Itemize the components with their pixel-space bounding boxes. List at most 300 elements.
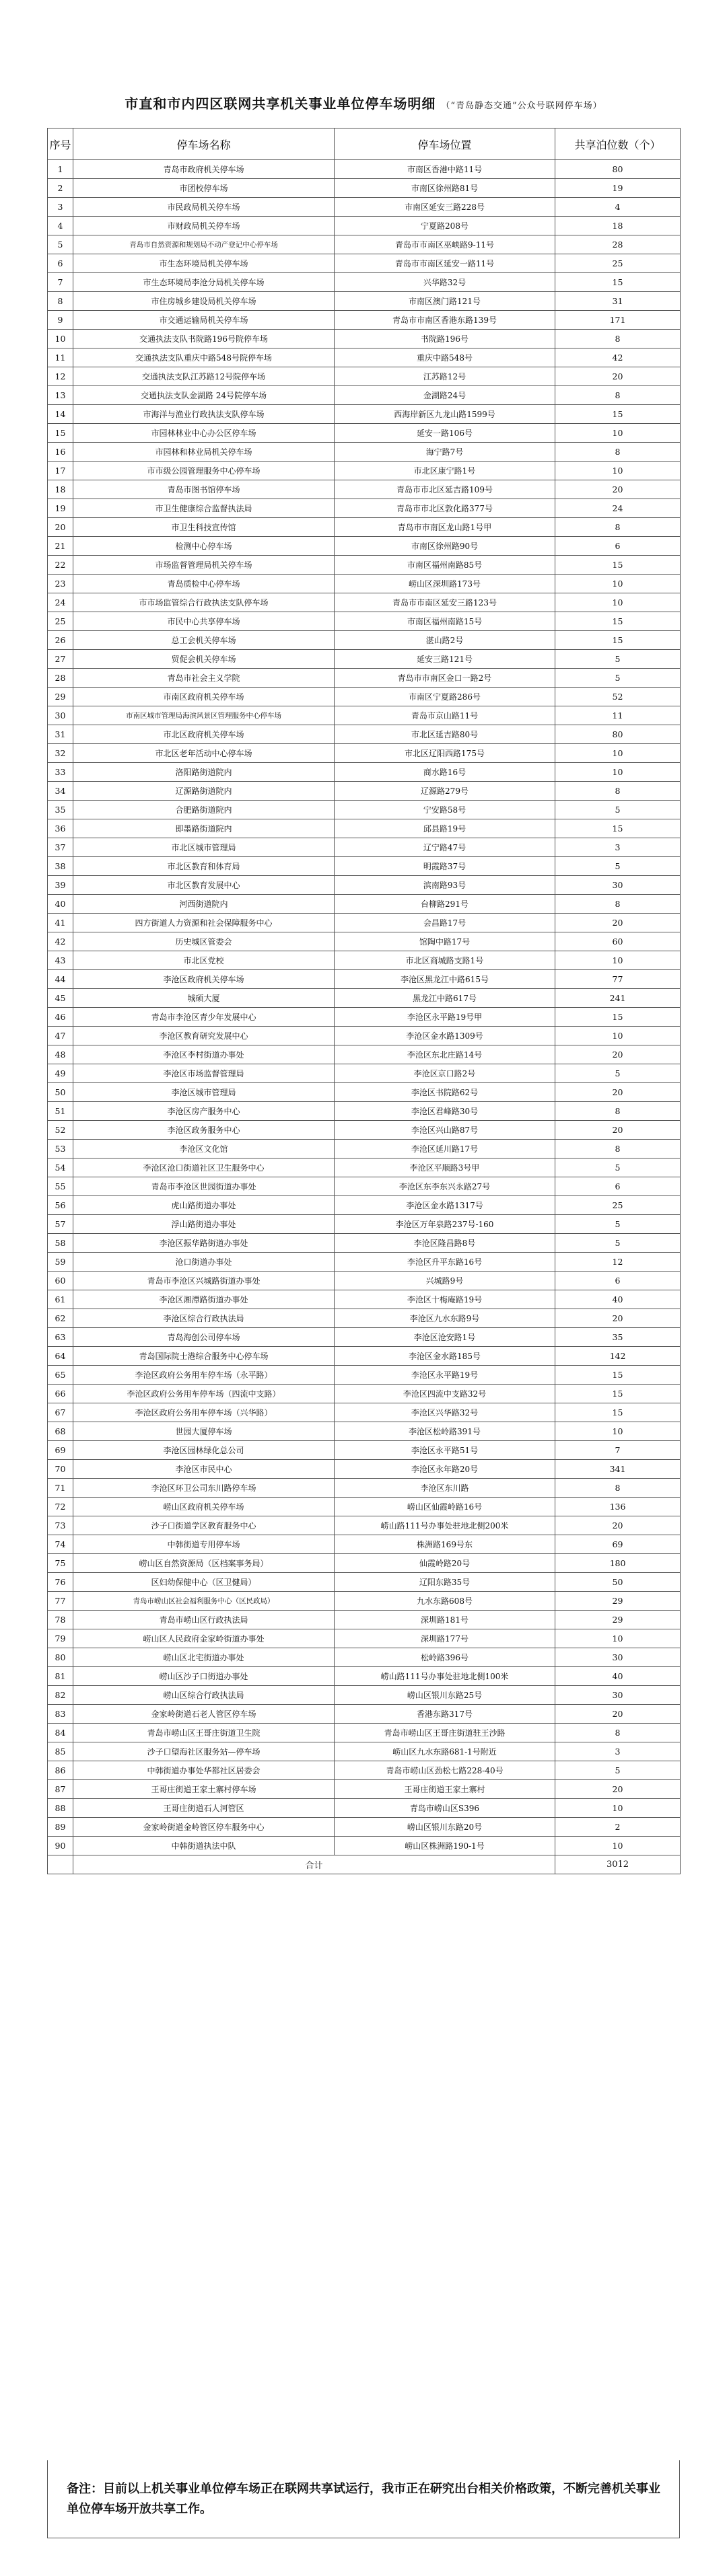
table-row	[48, 1837, 681, 1855]
row-index: 27	[48, 650, 73, 669]
row-location: 辽宁路47号	[335, 838, 555, 857]
row-index: 72	[48, 1498, 73, 1516]
table-row	[48, 1460, 681, 1479]
row-index: 52	[48, 1121, 73, 1140]
row-name: 崂山区综合行政执法局	[73, 1686, 335, 1705]
row-location: 市南区徐州路81号	[335, 179, 555, 198]
row-location: 仙霞岭路20号	[335, 1554, 555, 1573]
row-name: 李沧区城市管理局	[73, 1083, 335, 1102]
row-name: 崂山区沙子口街道办事处	[73, 1667, 335, 1686]
row-index: 15	[48, 424, 73, 443]
row-location: 青岛市市南区延安三路123号	[335, 593, 555, 612]
row-location: 商水路16号	[335, 763, 555, 782]
row-index: 56	[48, 1196, 73, 1215]
row-spaces: 20	[555, 367, 681, 386]
table-row	[48, 688, 681, 706]
row-index: 63	[48, 1328, 73, 1347]
row-name: 总工会机关停车场	[73, 631, 335, 650]
row-spaces: 6	[555, 1177, 681, 1196]
row-spaces: 7	[555, 1441, 681, 1460]
row-name: 李沧区房产服务中心	[73, 1102, 335, 1121]
row-index: 68	[48, 1422, 73, 1441]
row-name: 市民政局机关停车场	[73, 198, 335, 217]
row-location: 延安一路106号	[335, 424, 555, 443]
row-index: 32	[48, 744, 73, 763]
row-index: 19	[48, 499, 73, 518]
row-name: 李沧区沧口街道社区卫生服务中心	[73, 1158, 335, 1177]
row-location: 李沧区金水路1317号	[335, 1196, 555, 1215]
row-index: 90	[48, 1837, 73, 1855]
row-location: 李沧区东李东兴永路27号	[335, 1177, 555, 1196]
row-index: 78	[48, 1611, 73, 1629]
row-name: 李沧区综合行政执法局	[73, 1309, 335, 1328]
row-index: 84	[48, 1724, 73, 1742]
row-index: 24	[48, 593, 73, 612]
row-spaces: 5	[555, 1158, 681, 1177]
row-index: 45	[48, 989, 73, 1008]
row-index: 54	[48, 1158, 73, 1177]
row-name: 李沧区湘潭路街道办事处	[73, 1290, 335, 1309]
row-name: 崂山区自然资源局（区档案事务局）	[73, 1554, 335, 1573]
row-index: 43	[48, 951, 73, 970]
row-name: 李沧区李村街道办事处	[73, 1045, 335, 1064]
row-spaces: 15	[555, 631, 681, 650]
row-index: 55	[48, 1177, 73, 1196]
row-location: 李沧区升平东路16号	[335, 1253, 555, 1272]
row-index: 73	[48, 1516, 73, 1535]
row-location: 李沧区黑龙江中路615号	[335, 970, 555, 989]
row-location: 李沧区隆昌路8号	[335, 1234, 555, 1253]
row-index: 11	[48, 348, 73, 367]
row-location: 李沧区金水路185号	[335, 1347, 555, 1366]
row-location: 崂山区银川东路20号	[335, 1818, 555, 1837]
row-location: 李沧区四流中支路32号	[335, 1385, 555, 1403]
row-index: 85	[48, 1742, 73, 1761]
row-index: 5	[48, 235, 73, 254]
row-spaces: 15	[555, 1403, 681, 1422]
table-row	[48, 612, 681, 631]
table-row	[48, 1064, 681, 1083]
row-spaces: 20	[555, 1045, 681, 1064]
row-name: 市南区城市管理局海滨风景区管理服务中心停车场	[73, 706, 335, 725]
table-row	[48, 311, 681, 330]
row-spaces: 20	[555, 1780, 681, 1799]
table-row	[48, 1818, 681, 1837]
row-location: 李沧区京口路2号	[335, 1064, 555, 1083]
row-index: 8	[48, 292, 73, 311]
row-index: 14	[48, 405, 73, 424]
row-location: 海宁路7号	[335, 443, 555, 462]
table-row	[48, 235, 681, 254]
row-spaces: 10	[555, 462, 681, 480]
row-index: 40	[48, 895, 73, 914]
row-spaces: 8	[555, 1102, 681, 1121]
table-row	[48, 1573, 681, 1592]
row-spaces: 8	[555, 518, 681, 537]
row-location: 兴城路9号	[335, 1272, 555, 1290]
row-location: 青岛市崂山区劲松七路228-40号	[335, 1761, 555, 1780]
row-location: 崂山区深圳路173号	[335, 575, 555, 593]
table-row	[48, 292, 681, 311]
table-row	[48, 1516, 681, 1535]
table-row	[48, 1272, 681, 1290]
row-name: 市北区城市管理局	[73, 838, 335, 857]
row-name: 历史城区管委会	[73, 932, 335, 951]
row-name: 青岛质检中心停车场	[73, 575, 335, 593]
row-spaces: 25	[555, 1196, 681, 1215]
table-body	[48, 160, 681, 1855]
row-spaces: 10	[555, 1837, 681, 1855]
row-index: 57	[48, 1215, 73, 1234]
row-location: 李沧区东北庄路14号	[335, 1045, 555, 1064]
row-spaces: 180	[555, 1554, 681, 1573]
row-index: 80	[48, 1648, 73, 1667]
row-spaces: 8	[555, 1479, 681, 1498]
table-row	[48, 499, 681, 518]
row-name: 青岛市李沧区世园街道办事处	[73, 1177, 335, 1196]
row-location: 金湖路24号	[335, 386, 555, 405]
table-row	[48, 556, 681, 575]
row-index: 26	[48, 631, 73, 650]
row-index: 70	[48, 1460, 73, 1479]
row-name: 金家岭街道金岭管区停车服务中心	[73, 1818, 335, 1837]
row-location: 延安三路121号	[335, 650, 555, 669]
row-spaces: 241	[555, 989, 681, 1008]
table-row	[48, 631, 681, 650]
row-name: 沙子口望海社区服务站—停车场	[73, 1742, 335, 1761]
table-row	[48, 1403, 681, 1422]
table-row	[48, 895, 681, 914]
row-spaces: 77	[555, 970, 681, 989]
row-name: 市园林和林业局机关停车场	[73, 443, 335, 462]
table-row	[48, 970, 681, 989]
row-spaces: 42	[555, 348, 681, 367]
row-index: 60	[48, 1272, 73, 1290]
header-spaces: 共享泊位数（个）	[555, 128, 681, 160]
table-row	[48, 838, 681, 857]
table-row	[48, 1799, 681, 1818]
row-name: 四方街道人力资源和社会保障服务中心	[73, 914, 335, 932]
row-index: 29	[48, 688, 73, 706]
row-index: 33	[48, 763, 73, 782]
row-name: 李沧区教育研究发展中心	[73, 1027, 335, 1045]
table-row	[48, 273, 681, 292]
row-spaces: 31	[555, 292, 681, 311]
row-index: 81	[48, 1667, 73, 1686]
row-index: 35	[48, 801, 73, 819]
row-spaces: 15	[555, 273, 681, 292]
row-location: 李沧区书院路62号	[335, 1083, 555, 1102]
table-row	[48, 1102, 681, 1121]
row-spaces: 15	[555, 1008, 681, 1027]
row-name: 辽源路街道院内	[73, 782, 335, 801]
row-name: 市海洋与渔业行政执法支队停车场	[73, 405, 335, 424]
row-index: 41	[48, 914, 73, 932]
row-name: 青岛市李沧区兴城路街道办事处	[73, 1272, 335, 1290]
row-index: 3	[48, 198, 73, 217]
row-index: 21	[48, 537, 73, 556]
row-location: 李沧区东川路	[335, 1479, 555, 1498]
row-location: 深圳路177号	[335, 1629, 555, 1648]
row-index: 47	[48, 1027, 73, 1045]
row-index: 39	[48, 876, 73, 895]
row-index: 49	[48, 1064, 73, 1083]
row-location: 滨南路93号	[335, 876, 555, 895]
row-location: 青岛市市南区金口一路2号	[335, 669, 555, 688]
table-row	[48, 1234, 681, 1253]
row-location: 青岛市市南区延安一路11号	[335, 254, 555, 273]
row-index: 76	[48, 1573, 73, 1592]
row-spaces: 341	[555, 1460, 681, 1479]
table-row	[48, 1498, 681, 1516]
row-location: 湛山路2号	[335, 631, 555, 650]
row-spaces: 50	[555, 1573, 681, 1592]
total-empty-cell	[48, 1855, 73, 1874]
row-spaces: 15	[555, 1385, 681, 1403]
row-location: 市南区香港中路11号	[335, 160, 555, 179]
row-name: 崂山区政府机关停车场	[73, 1498, 335, 1516]
row-name: 市团校停车场	[73, 179, 335, 198]
row-location: 李沧区永平路19号甲	[335, 1008, 555, 1027]
row-spaces: 20	[555, 1309, 681, 1328]
table-row	[48, 706, 681, 725]
row-location: 李沧区永平路51号	[335, 1441, 555, 1460]
row-location: 李沧区松岭路391号	[335, 1422, 555, 1441]
row-location: 青岛市市北区延吉路109号	[335, 480, 555, 499]
row-spaces: 3	[555, 1742, 681, 1761]
row-index: 46	[48, 1008, 73, 1027]
table-row	[48, 443, 681, 462]
row-spaces: 171	[555, 311, 681, 330]
row-index: 44	[48, 970, 73, 989]
row-spaces: 8	[555, 1140, 681, 1158]
row-index: 12	[48, 367, 73, 386]
row-index: 64	[48, 1347, 73, 1366]
row-location: 市南区延安三路228号	[335, 198, 555, 217]
row-name: 沙子口街道学区教育服务中心	[73, 1516, 335, 1535]
table-row	[48, 782, 681, 801]
row-spaces: 40	[555, 1290, 681, 1309]
row-location: 李沧区金水路1309号	[335, 1027, 555, 1045]
table-row	[48, 1441, 681, 1460]
row-location: 宁夏路208号	[335, 217, 555, 235]
row-location: 市北区辽阳西路175号	[335, 744, 555, 763]
row-name: 市南区政府机关停车场	[73, 688, 335, 706]
row-index: 9	[48, 311, 73, 330]
row-location: 松岭路396号	[335, 1648, 555, 1667]
row-index: 79	[48, 1629, 73, 1648]
row-name: 市生态环境局李沧分局机关停车场	[73, 273, 335, 292]
title-main: 市直和市内四区联网共享机关事业单位停车场明细	[125, 96, 436, 112]
row-spaces: 10	[555, 1422, 681, 1441]
row-location: 李沧区兴华路32号	[335, 1403, 555, 1422]
table-row	[48, 1366, 681, 1385]
row-name: 市住房城乡建设局机关停车场	[73, 292, 335, 311]
table-row	[48, 1667, 681, 1686]
table-header-row	[48, 128, 681, 160]
row-spaces: 8	[555, 386, 681, 405]
row-name: 市财政局机关停车场	[73, 217, 335, 235]
row-spaces: 10	[555, 951, 681, 970]
row-location: 市南区福州南路85号	[335, 556, 555, 575]
row-location: 市南区澳门路121号	[335, 292, 555, 311]
row-location: 重庆中路548号	[335, 348, 555, 367]
table-row	[48, 1535, 681, 1554]
table-row	[48, 367, 681, 386]
row-name: 李沧区环卫公司东川路停车场	[73, 1479, 335, 1498]
row-name: 交通执法支队书院路196号院停车场	[73, 330, 335, 348]
title-subtitle: （“青岛静态交通”公众号联网停车场）	[441, 101, 602, 111]
row-name: 李沧区政府公务用车停车场（兴华路）	[73, 1403, 335, 1422]
row-index: 7	[48, 273, 73, 292]
row-spaces: 2	[555, 1818, 681, 1837]
table-row	[48, 1253, 681, 1272]
row-index: 89	[48, 1818, 73, 1837]
table-row	[48, 951, 681, 970]
table-row	[48, 801, 681, 819]
parking-table	[47, 128, 681, 1874]
row-spaces: 25	[555, 254, 681, 273]
row-name: 青岛市崂山区王哥庄街道卫生院	[73, 1724, 335, 1742]
table-row	[48, 424, 681, 443]
table-row	[48, 650, 681, 669]
table-row	[48, 386, 681, 405]
row-name: 市北区教育和体育局	[73, 857, 335, 876]
row-index: 87	[48, 1780, 73, 1799]
row-name: 李沧区政府公务用车停车场（永平路）	[73, 1366, 335, 1385]
row-name: 青岛国际院士港综合服务中心停车场	[73, 1347, 335, 1366]
table-row	[48, 744, 681, 763]
row-location: 市南区福州南路15号	[335, 612, 555, 631]
row-index: 75	[48, 1554, 73, 1573]
row-spaces: 4	[555, 198, 681, 217]
row-index: 17	[48, 462, 73, 480]
row-location: 深圳路181号	[335, 1611, 555, 1629]
row-name: 市卫生健康综合监督执法局	[73, 499, 335, 518]
row-name: 交通执法支队金湖路 24号院停车场	[73, 386, 335, 405]
row-spaces: 8	[555, 895, 681, 914]
row-index: 6	[48, 254, 73, 273]
table-row	[48, 1158, 681, 1177]
row-location: 市南区徐州路90号	[335, 537, 555, 556]
row-name: 贸促会机关停车场	[73, 650, 335, 669]
row-spaces: 20	[555, 1516, 681, 1535]
row-location: 株洲路169号东	[335, 1535, 555, 1554]
row-name: 检测中心停车场	[73, 537, 335, 556]
row-index: 62	[48, 1309, 73, 1328]
row-spaces: 29	[555, 1611, 681, 1629]
row-spaces: 52	[555, 688, 681, 706]
row-spaces: 24	[555, 499, 681, 518]
row-index: 48	[48, 1045, 73, 1064]
row-index: 4	[48, 217, 73, 235]
total-row	[48, 1855, 681, 1874]
table-row	[48, 198, 681, 217]
table-row	[48, 763, 681, 782]
row-spaces: 6	[555, 537, 681, 556]
row-spaces: 15	[555, 1366, 681, 1385]
row-index: 69	[48, 1441, 73, 1460]
row-location: 崂山路111号办事处驻地北侧100米	[335, 1667, 555, 1686]
row-spaces: 5	[555, 1234, 681, 1253]
row-location: 黑龙江中路617号	[335, 989, 555, 1008]
row-location: 青岛市市南区巫峡路9-11号	[335, 235, 555, 254]
row-location: 李沧区永年路20号	[335, 1460, 555, 1479]
row-index: 83	[48, 1705, 73, 1724]
table-row	[48, 1196, 681, 1215]
row-location: 崂山区九水东路681-1号附近	[335, 1742, 555, 1761]
row-index: 1	[48, 160, 73, 179]
row-index: 58	[48, 1234, 73, 1253]
table-row	[48, 179, 681, 198]
row-index: 53	[48, 1140, 73, 1158]
row-index: 50	[48, 1083, 73, 1102]
table-row	[48, 1177, 681, 1196]
row-index: 34	[48, 782, 73, 801]
row-index: 38	[48, 857, 73, 876]
row-index: 74	[48, 1535, 73, 1554]
row-name: 世园大厦停车场	[73, 1422, 335, 1441]
row-spaces: 28	[555, 235, 681, 254]
row-index: 10	[48, 330, 73, 348]
row-index: 71	[48, 1479, 73, 1498]
table-row	[48, 1724, 681, 1742]
table-row	[48, 537, 681, 556]
row-spaces: 29	[555, 1592, 681, 1611]
row-spaces: 10	[555, 575, 681, 593]
row-location: 江苏路12号	[335, 367, 555, 386]
row-spaces: 20	[555, 914, 681, 932]
row-index: 66	[48, 1385, 73, 1403]
row-spaces: 10	[555, 1629, 681, 1648]
table-row	[48, 1045, 681, 1064]
row-name: 青岛市李沧区青少年发展中心	[73, 1008, 335, 1027]
row-spaces: 20	[555, 1121, 681, 1140]
table-row	[48, 1083, 681, 1102]
row-name: 王哥庄街道石人河管区	[73, 1799, 335, 1818]
row-location: 青岛市崂山区王哥庄街道驻王沙路	[335, 1724, 555, 1742]
document-title	[0, 93, 727, 112]
row-name: 中韩街道办事处华都社区居委会	[73, 1761, 335, 1780]
table-row	[48, 254, 681, 273]
table-row	[48, 876, 681, 895]
row-location: 市南区宁夏路286号	[335, 688, 555, 706]
total-value: 3012	[555, 1855, 681, 1874]
row-spaces: 30	[555, 876, 681, 895]
row-spaces: 20	[555, 480, 681, 499]
row-index: 59	[48, 1253, 73, 1272]
row-spaces: 142	[555, 1347, 681, 1366]
row-spaces: 8	[555, 443, 681, 462]
row-index: 28	[48, 669, 73, 688]
row-name: 市场监督管理局机关停车场	[73, 556, 335, 575]
table-row	[48, 1705, 681, 1724]
row-spaces: 15	[555, 405, 681, 424]
row-spaces: 11	[555, 706, 681, 725]
row-location: 崂山区仙霞岭路16号	[335, 1498, 555, 1516]
row-name: 李沧区园林绿化总公司	[73, 1441, 335, 1460]
table-row	[48, 462, 681, 480]
row-name: 市北区党校	[73, 951, 335, 970]
table-row	[48, 160, 681, 179]
row-name: 市北区教育发展中心	[73, 876, 335, 895]
header-name: 停车场名称	[73, 128, 335, 160]
table-row	[48, 1648, 681, 1667]
table-row	[48, 914, 681, 932]
row-spaces: 10	[555, 593, 681, 612]
table-row	[48, 1328, 681, 1347]
row-index: 20	[48, 518, 73, 537]
